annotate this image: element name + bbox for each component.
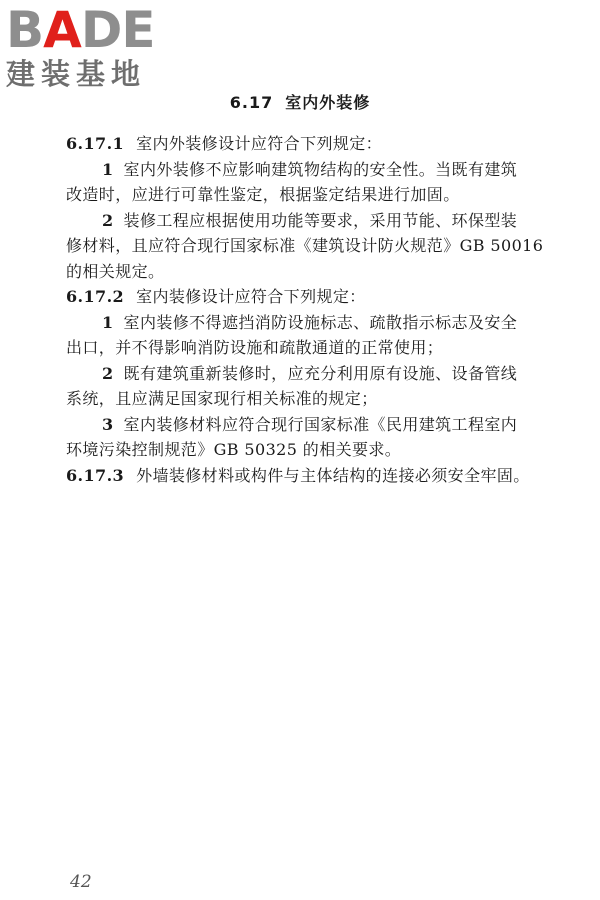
watermark-brand-rest: DE [80, 1, 155, 59]
item-text: 既有建筑重新装修时，应充分利用原有设施、设备管线 [123, 363, 518, 383]
item-number: 1 [102, 312, 114, 332]
document-body [66, 131, 552, 488]
item-continuation: 系统，且应满足国家现行相关标准的规定； [66, 389, 378, 408]
clause-number: 6.17.1 [66, 134, 125, 153]
watermark-brand-b: B [6, 1, 44, 59]
watermark-logo [6, 2, 178, 94]
item-continuation: 的相关规定。 [66, 261, 165, 281]
item-continuation: 环境污染控制规范》GB 50325 的相关要求。 [66, 440, 402, 459]
clause-6-17-2 [66, 284, 552, 310]
clause-text: 室内装修设计应符合下列规定： [136, 287, 366, 306]
page-number: 42 [70, 872, 92, 892]
item-number: 2 [102, 210, 114, 230]
item-continuation: 出口，并不得影响消防设施和疏散通道的正常使用； [66, 338, 444, 357]
item-number: 2 [102, 363, 114, 383]
item-number: 1 [102, 159, 114, 179]
clause-item [66, 361, 552, 387]
section-title [0, 90, 600, 113]
watermark-subtitle: 建装基地 [6, 57, 147, 91]
clause-item [66, 412, 552, 438]
watermark-brand-a: A [43, 1, 81, 59]
item-text: 室内装修不得遮挡消防设施标志、疏散指示标志及安全 [123, 312, 518, 332]
clause-6-17-1 [66, 131, 552, 157]
item-text: 室内装修材料应符合现行国家标准《民用建筑工程室内 [123, 414, 518, 434]
clause-item [66, 310, 552, 336]
item-text: 装修工程应根据使用功能等要求，采用节能、环保型装 [123, 210, 518, 230]
clause-number: 6.17.2 [66, 287, 125, 306]
watermark-brand [6, 2, 155, 58]
item-continuation: 改造时，应进行可靠性鉴定，根据鉴定结果进行加固。 [66, 185, 460, 204]
clause-text: 室内外装修设计应符合下列规定： [136, 134, 383, 153]
clause-item [66, 157, 552, 183]
clause-text: 外墙装修材料或构件与主体结构的连接必须安全牢固。 [136, 465, 530, 485]
item-number: 3 [102, 414, 114, 434]
clause-6-17-3 [66, 463, 552, 489]
item-continuation: 修材料，且应符合现行国家标准《建筑设计防火规范》GB 50016 [66, 236, 544, 255]
clause-number: 6.17.3 [66, 465, 125, 485]
item-text: 室内外装修不应影响建筑物结构的安全性。当既有建筑 [123, 159, 518, 179]
section-number: 6.17 [229, 93, 274, 112]
clause-item [66, 208, 552, 234]
section-title-text: 室内外装修 [285, 93, 371, 112]
